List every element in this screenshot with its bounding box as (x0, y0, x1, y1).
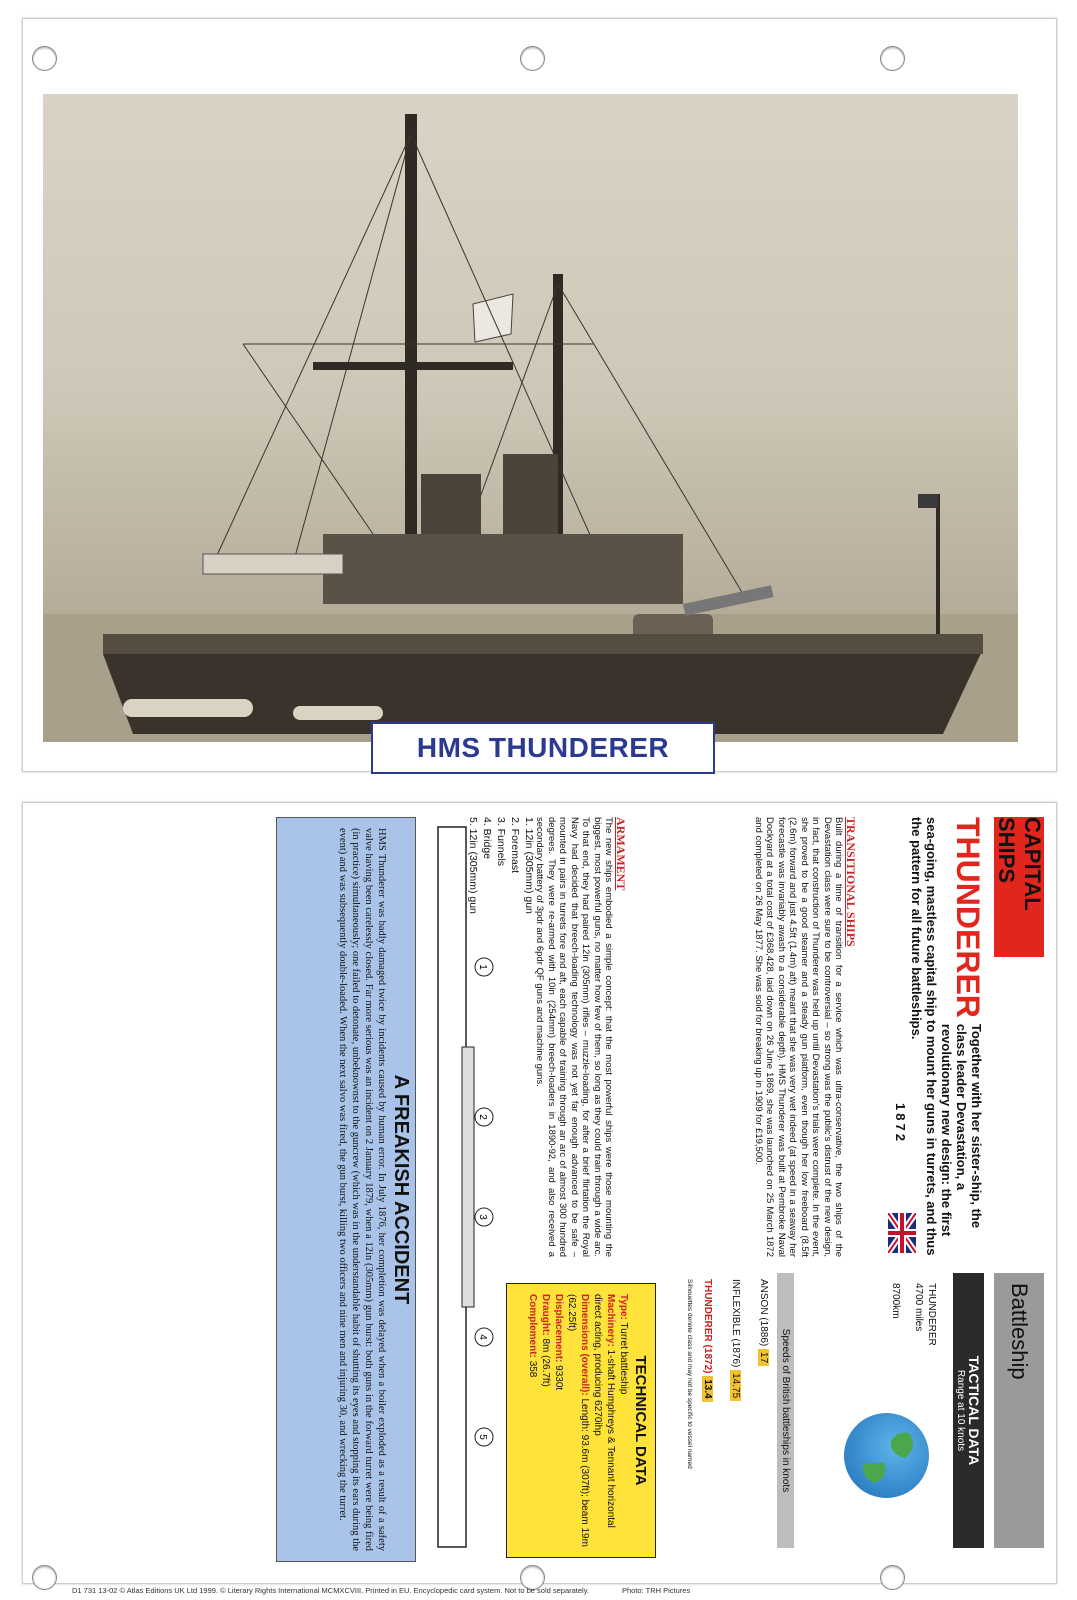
accident-box (276, 817, 416, 1562)
range-km: 8700km (890, 1283, 901, 1319)
accident-heading: A FREAKISH ACCIDENT (390, 1074, 412, 1305)
punch-hole (520, 46, 545, 71)
accident-text: HMS Thunderer was badly damaged twice by incidents caused by human error. In July 1876, her completion was delayed when a boiler exploded as a result of a safety valve having been carelessly closed. Far more serious was an incident on 2 January 1879, when a 12in (305mm) gun burst: both guns in the forward turret were being fired (in practice) simultaneously; one failed to detonate, unbeknownst to the guncrew (which was in the understandable habit of shutting its eyes and stopping its ears during the event) and was subsequently double-loaded. When the next salvo was fired, the gun burst, killing two officers and nine men and injuring 30, and wrecking the turret. (337, 828, 387, 1551)
footer-photo-credit: Photo: TRH Pictures (622, 1586, 691, 1595)
category-band: CAPITAL SHIPS (994, 817, 1044, 957)
transitional-text: Built during a time of transition for a service which was ultra-conservative, the two ships of the Devastation class were sure to be controversial – so strong was the public's distrust of the new design, in fact, that construction of Thunderer was held up until Devastation's trials were complete. In the event, she proved to be a good steamer and a steady gun platform, even though her low freeboard (8.5ft (2.6m) forward and just 4.5ft (1.4m) aft) meant that she was very wet indeed (at speed in a seaway her forecastle was invariably awash to a considerable depth). HMS Thunderer was built at Pembroke Naval Dockyard at a total cost of £368,428, laid down on 26 June 1869, she was launched on 25 March 1872 and completed on 26 May 1877. She was sold for breaking up in 1909 for £19,500. (753, 817, 845, 1257)
armament-text: The new ships embodied a simple concept: that the most powerful ships were those mounting the biggest, most powerful guns, no matter how few of them, so long as they could train through a wide arc. To that end, they had paired 12in (305mm) rifles – muzzle-loading, for after a brief flirtation the Royal Navy had decided that breech-loading technology was not yet far enough advanced to be safe – mounted in pairs in turrets fore and aft, each capable of training through an arc of almost 300 hundred degrees. They were re-armed with 10in (254mm) breech-loaders in 1890-92, and also received a secondary battery of 3pdr and 6pdr QF guns and machine guns. (534, 817, 615, 1257)
globe-icon (844, 1413, 929, 1498)
ship-photo (43, 94, 1018, 742)
punch-hole (32, 46, 57, 71)
plan-marker: 3 (477, 1214, 488, 1220)
transitional-section (631, 817, 856, 1257)
tech-row: Displacement: 9330t (553, 1294, 564, 1391)
ship-title-box (371, 722, 715, 774)
technical-heading: TECHNICAL DATA (632, 1355, 649, 1486)
intro-text: Together with her sister-ship, the class leader Devastation, a revolutionary new design: the first sea-going, mastless capital ship to mount her guns in turrets, and thus the pattern for all future battleships. (909, 817, 984, 1256)
speed-item: ANSON (1886) 17 (749, 1279, 777, 1548)
legend-item: 4. Bridge (481, 817, 493, 860)
ship-title: HMS THUNDERER (416, 732, 670, 763)
type-band: Battleship (994, 1273, 1044, 1548)
tech-row: Dimensions (overall): Length: 93.6m (307ft); beam 19m (62.25ft) (566, 1294, 590, 1547)
footer-copyright: D1 731 13-02 © Atlas Editions UK Ltd 1999. © Literary Rights International MCMXCVIII. Printed in EU. Encyclopedic card system. Not to be sold separately. (72, 1586, 589, 1595)
legend-item: 3. Funnels (495, 817, 507, 867)
speed-item: INFLEXIBLE (1876) 14.75 (721, 1279, 749, 1548)
footer (22, 1584, 1055, 1598)
tactical-data-panel (804, 1273, 984, 1548)
range-miles: 4700 miles (913, 1283, 924, 1332)
speed-item: THUNDERER (1872) 13.4 (693, 1279, 721, 1548)
speed-heading: Speeds of British battleships in knots (777, 1273, 794, 1548)
back-card-content (23, 803, 1056, 1583)
ship-name-heading: THUNDERER (950, 817, 986, 1018)
ship-plan-drawing (416, 817, 496, 1562)
legend-item: 2. Foremast (509, 817, 521, 874)
ship-illustration (43, 94, 1018, 742)
range-readout (889, 1283, 938, 1346)
tech-row: Machinery: 1-shaft Humphreys & Tennant horizontal direct acting, producing 6270ihp (592, 1294, 616, 1528)
tactical-heading: TACTICAL DATA (966, 1273, 984, 1548)
year-label: 1872 (893, 1103, 908, 1144)
tech-row: Type: Turret battleship (618, 1294, 629, 1395)
punch-hole (880, 46, 905, 71)
plan-marker: 1 (477, 964, 488, 970)
legend-item: 1. 12in (305mm) gun (523, 817, 535, 914)
back-card (22, 802, 1057, 1584)
tactical-subheading: Range at 10 knots (953, 1273, 966, 1548)
tech-row: Draught: 8m (26.7ft) (540, 1294, 551, 1387)
plan-marker: 5 (477, 1434, 488, 1440)
legend-item: 5. 12in (305mm) gun (467, 817, 479, 914)
front-card (22, 18, 1057, 772)
union-flag-icon (888, 1213, 916, 1253)
range-ship: THUNDERER (926, 1283, 937, 1346)
silhouette-note: Silhouettes denote class and may not be specific to vessel named (686, 1279, 693, 1469)
technical-data-box (506, 1283, 656, 1558)
intro-block (854, 817, 984, 1257)
speed-comparison (664, 1273, 794, 1548)
plan-marker: 4 (477, 1334, 488, 1340)
plan-marker: 2 (477, 1114, 488, 1120)
tech-row: Complement: 358 (527, 1294, 538, 1378)
transitional-heading: TRANSITIONAL SHIPS (844, 817, 858, 947)
armament-heading: ARMAMENT (614, 817, 628, 891)
